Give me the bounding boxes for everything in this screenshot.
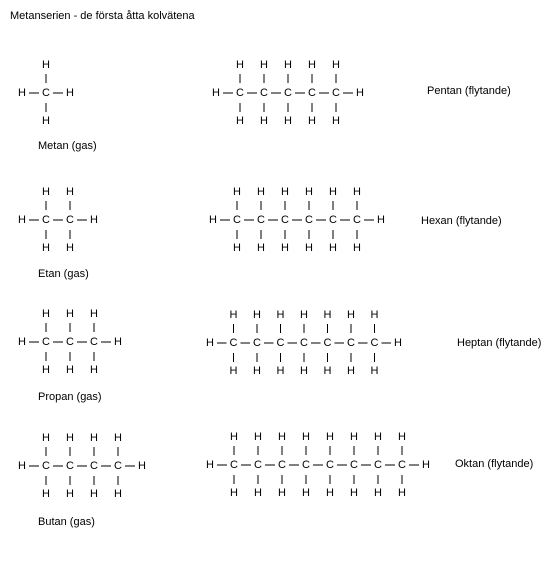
oktan-hydrogen-atom: H	[206, 459, 214, 471]
butan-hydrogen-atom: H	[18, 460, 26, 472]
diagram-title: Metanserien - de första åtta kolvätena	[10, 10, 195, 22]
hexan-hydrogen-atom: H	[353, 186, 361, 198]
etan-carbon-atom: C	[66, 214, 74, 226]
oktan-hydrogen-atom: H	[326, 487, 334, 499]
propan-carbon-atom: C	[90, 336, 98, 348]
hexan-carbon-atom: C	[233, 214, 241, 226]
pentan-carbon-atom: C	[332, 87, 340, 99]
hexan-carbon-atom: C	[305, 214, 313, 226]
heptan-hydrogen-atom: H	[229, 309, 238, 321]
etan-hydrogen-atom: H	[42, 186, 50, 198]
pentan-carbon-atom: C	[260, 87, 268, 99]
etan-hydrogen-atom: H	[66, 186, 74, 198]
heptan-hydrogen-atom: H	[370, 309, 379, 321]
oktan-hydrogen-atom: H	[422, 459, 430, 471]
heptan-carbon-atom: C	[370, 337, 379, 349]
heptan-carbon-atom: C	[347, 337, 355, 349]
heptan-hydrogen-atom: H	[276, 309, 285, 321]
oktan-hydrogen-atom: H	[230, 431, 238, 443]
pentan-hydrogen-atom: H	[332, 59, 340, 71]
hexan-carbon-atom: C	[353, 214, 361, 226]
oktan-carbon-atom: C	[302, 459, 310, 471]
oktan-hydrogen-atom: H	[374, 487, 382, 499]
hexan-hydrogen-atom: H	[257, 242, 265, 254]
propan-hydrogen-atom: H	[42, 364, 50, 376]
molecule-label-hexan: Hexan (flytande)	[421, 215, 502, 227]
oktan-carbon-atom: C	[326, 459, 334, 471]
heptan-hydrogen-atom: H	[276, 365, 285, 377]
heptan-hydrogen-atom: H	[253, 309, 261, 321]
oktan-carbon-atom: C	[374, 459, 382, 471]
oktan-hydrogen-atom: H	[302, 431, 310, 443]
propan-hydrogen-atom: H	[42, 308, 50, 320]
oktan-hydrogen-atom: H	[350, 431, 358, 443]
heptan-hydrogen-atom: H	[370, 365, 379, 377]
molecule-label-etan: Etan (gas)	[38, 268, 89, 280]
heptan-carbon-atom: C	[229, 337, 238, 349]
hexan-hydrogen-atom: H	[233, 242, 241, 254]
propan-carbon-atom: C	[66, 336, 74, 348]
propan-hydrogen-atom: H	[114, 336, 122, 348]
hexan-hydrogen-atom: H	[281, 242, 289, 254]
hexan-hydrogen-atom: H	[305, 186, 313, 198]
oktan-hydrogen-atom: H	[350, 487, 358, 499]
heptan-hydrogen-atom: H	[229, 365, 238, 377]
butan-hydrogen-atom: H	[66, 432, 74, 444]
molecule-label-pentan: Pentan (flytande)	[427, 85, 511, 97]
oktan-hydrogen-atom: H	[326, 431, 334, 443]
molecule-label-propan: Propan (gas)	[38, 391, 102, 403]
butan-hydrogen-atom: H	[90, 432, 98, 444]
pentan-hydrogen-atom: H	[236, 59, 244, 71]
heptan-hydrogen-atom: H	[206, 337, 214, 349]
molecule-label-heptan: Heptan (flytande)	[457, 337, 542, 349]
pentan-hydrogen-atom: H	[356, 87, 364, 99]
oktan-carbon-atom: C	[398, 459, 406, 471]
butan-hydrogen-atom: H	[138, 460, 146, 472]
heptan-hydrogen-atom: H	[300, 309, 308, 321]
butan-hydrogen-atom: H	[42, 432, 50, 444]
hexan-hydrogen-atom: H	[353, 242, 361, 254]
molecule-label-metan: Metan (gas)	[38, 140, 97, 152]
pentan-hydrogen-atom: H	[308, 115, 316, 127]
oktan-hydrogen-atom: H	[278, 487, 286, 499]
oktan-carbon-atom: C	[350, 459, 358, 471]
pentan-hydrogen-atom: H	[260, 115, 268, 127]
pentan-hydrogen-atom: H	[284, 59, 292, 71]
oktan-hydrogen-atom: H	[302, 487, 310, 499]
heptan-hydrogen-atom: H	[300, 365, 308, 377]
etan-carbon-atom: C	[42, 214, 50, 226]
oktan-hydrogen-atom: H	[374, 431, 382, 443]
butan-hydrogen-atom: H	[114, 432, 122, 444]
oktan-hydrogen-atom: H	[398, 431, 406, 443]
molecule-label-oktan: Oktan (flytande)	[455, 458, 534, 470]
oktan-hydrogen-atom: H	[398, 487, 406, 499]
pentan-hydrogen-atom: H	[236, 115, 244, 127]
heptan-carbon-atom: C	[253, 337, 261, 349]
molecule-label-butan: Butan (gas)	[38, 516, 95, 528]
hexan-hydrogen-atom: H	[377, 214, 385, 226]
metan-hydrogen-atom: H	[18, 87, 26, 99]
pentan-hydrogen-atom: H	[260, 59, 268, 71]
pentan-hydrogen-atom: H	[212, 87, 220, 99]
hexan-hydrogen-atom: H	[329, 242, 337, 254]
hexan-hydrogen-atom: H	[281, 186, 289, 198]
oktan-hydrogen-atom: H	[230, 487, 238, 499]
hexan-carbon-atom: C	[329, 214, 337, 226]
pentan-hydrogen-atom: H	[332, 115, 340, 127]
propan-hydrogen-atom: H	[66, 308, 74, 320]
pentan-carbon-atom: C	[284, 87, 292, 99]
oktan-carbon-atom: C	[278, 459, 286, 471]
pentan-carbon-atom: C	[236, 87, 244, 99]
pentan-hydrogen-atom: H	[284, 115, 292, 127]
pentan-hydrogen-atom: H	[308, 59, 316, 71]
butan-hydrogen-atom: H	[90, 488, 98, 500]
metan-hydrogen-atom: H	[42, 115, 50, 127]
butan-carbon-atom: C	[66, 460, 74, 472]
etan-hydrogen-atom: H	[18, 214, 26, 226]
heptan-hydrogen-atom: H	[394, 337, 402, 349]
oktan-carbon-atom: C	[254, 459, 262, 471]
propan-hydrogen-atom: H	[18, 336, 26, 348]
hexan-hydrogen-atom: H	[257, 186, 265, 198]
metan-carbon-atom: C	[42, 87, 50, 99]
heptan-carbon-atom: C	[323, 337, 332, 349]
heptan-carbon-atom: C	[276, 337, 285, 349]
etan-hydrogen-atom: H	[42, 242, 50, 254]
hexan-hydrogen-atom: H	[329, 186, 337, 198]
heptan-hydrogen-atom: H	[323, 309, 332, 321]
butan-hydrogen-atom: H	[66, 488, 74, 500]
butan-carbon-atom: C	[42, 460, 50, 472]
heptan-hydrogen-atom: H	[347, 309, 355, 321]
hexan-carbon-atom: C	[281, 214, 289, 226]
oktan-carbon-atom: C	[230, 459, 238, 471]
oktan-hydrogen-atom: H	[254, 431, 262, 443]
oktan-hydrogen-atom: H	[278, 431, 286, 443]
hexan-carbon-atom: C	[257, 214, 265, 226]
butan-hydrogen-atom: H	[42, 488, 50, 500]
metan-hydrogen-atom: H	[66, 87, 74, 99]
butan-hydrogen-atom: H	[114, 488, 122, 500]
butan-carbon-atom: C	[114, 460, 122, 472]
pentan-carbon-atom: C	[308, 87, 316, 99]
butan-carbon-atom: C	[90, 460, 98, 472]
metan-hydrogen-atom: H	[42, 59, 50, 71]
oktan-hydrogen-atom: H	[254, 487, 262, 499]
heptan-carbon-atom: C	[300, 337, 308, 349]
etan-hydrogen-atom: H	[66, 242, 74, 254]
propan-carbon-atom: C	[42, 336, 50, 348]
heptan-hydrogen-atom: H	[253, 365, 261, 377]
propan-hydrogen-atom: H	[90, 308, 98, 320]
heptan-hydrogen-atom: H	[347, 365, 355, 377]
propan-hydrogen-atom: H	[90, 364, 98, 376]
propan-hydrogen-atom: H	[66, 364, 74, 376]
heptan-hydrogen-atom: H	[323, 365, 332, 377]
hexan-hydrogen-atom: H	[209, 214, 217, 226]
etan-hydrogen-atom: H	[90, 214, 98, 226]
hexan-hydrogen-atom: H	[305, 242, 313, 254]
hexan-hydrogen-atom: H	[233, 186, 241, 198]
